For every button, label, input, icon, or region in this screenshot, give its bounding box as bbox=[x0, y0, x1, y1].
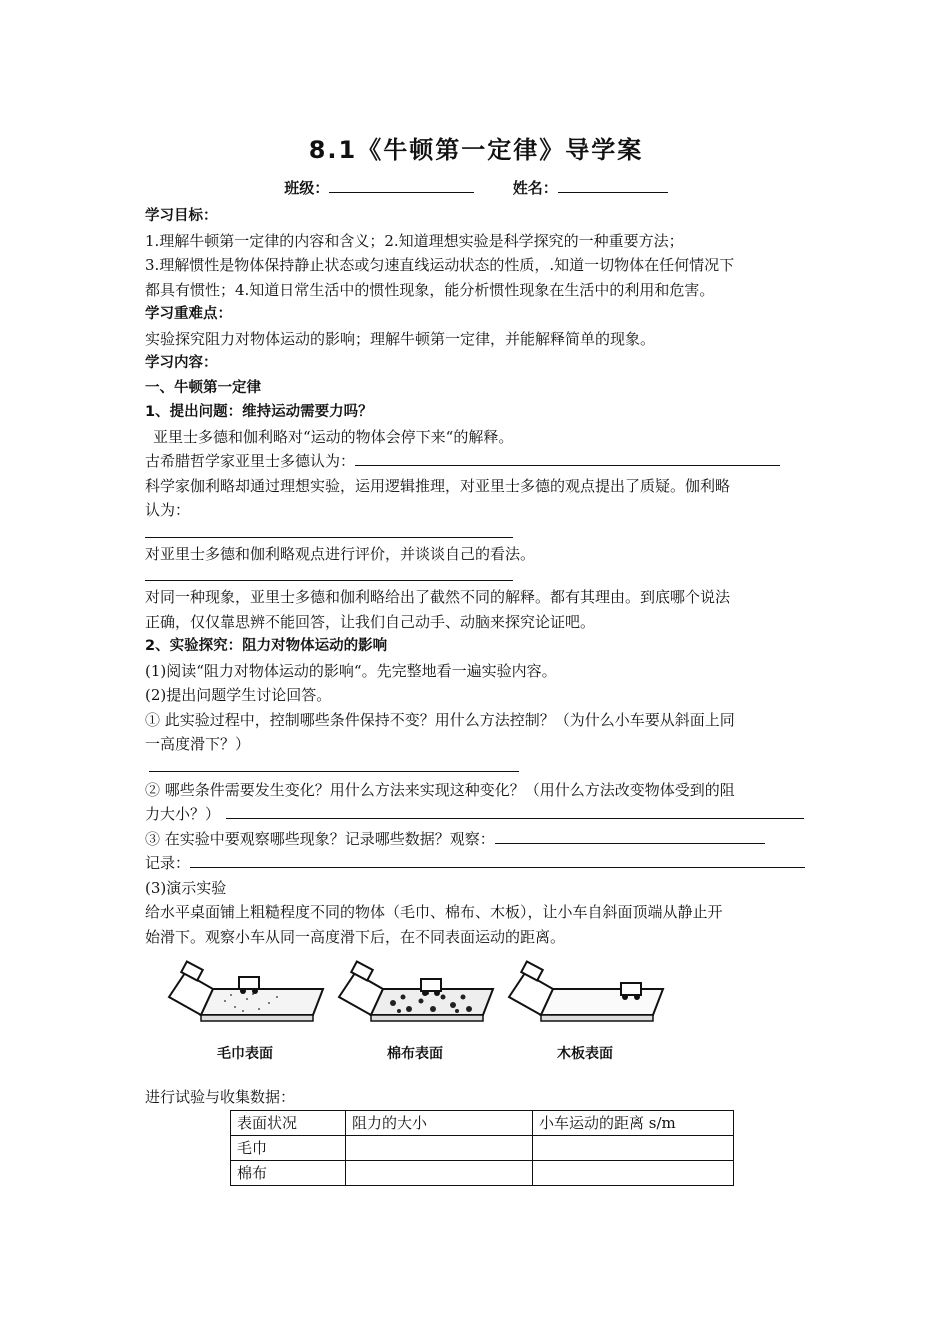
aristotle-label: 古希腊哲学家亚里士多德认为： bbox=[145, 452, 356, 470]
step-3: (3)演示实验 bbox=[145, 878, 227, 897]
table-cell[interactable] bbox=[346, 1160, 533, 1185]
page-title: 8.1《牛顿第一定律》导学案 bbox=[308, 136, 644, 164]
table-cell[interactable] bbox=[346, 1135, 533, 1160]
difficulty-heading: 学习重难点： bbox=[145, 306, 232, 322]
evaluate-answer-blank[interactable] bbox=[145, 566, 513, 581]
observe-answer-blank[interactable] bbox=[495, 827, 765, 844]
data-table bbox=[230, 1110, 734, 1186]
record-label: 记录： bbox=[145, 854, 191, 872]
table-cell: 毛巾 bbox=[231, 1135, 346, 1160]
galileo-label: 认为： bbox=[145, 501, 191, 519]
question-1-heading: 1、提出问题：维持运动需要力吗？ bbox=[145, 404, 373, 420]
table-cell[interactable] bbox=[533, 1135, 734, 1160]
discussion-line-2: 正确，仅仅靠思辨不能回答，让我们自己动手、动脑来探究论证吧。 bbox=[145, 612, 596, 631]
question-control-2: 一高度滑下？） bbox=[145, 735, 251, 753]
change-answer-blank[interactable] bbox=[226, 802, 804, 819]
change-label: 力大小？） bbox=[145, 805, 221, 823]
towel-surface-illustration bbox=[165, 959, 325, 1039]
cotton-surface-illustration bbox=[335, 959, 495, 1039]
question-control-1: ① 此实验过程中，控制哪些条件保持不变？用什么方法控制？（为什么小车要从斜面上同 bbox=[145, 710, 735, 729]
aristotle-answer-blank[interactable] bbox=[355, 449, 780, 466]
wood-surface-panel bbox=[505, 959, 665, 1063]
cotton-surface-panel bbox=[335, 959, 495, 1063]
cotton-surface-caption: 棉布表面 bbox=[387, 1046, 443, 1062]
name-blank[interactable] bbox=[558, 178, 668, 193]
question-change-2 bbox=[145, 802, 807, 827]
data-table-intro: 进行试验与收集数据： bbox=[145, 1088, 296, 1106]
table-header-cell: 表面状况 bbox=[231, 1110, 346, 1135]
table-cell[interactable] bbox=[533, 1160, 734, 1185]
question-change-1: ② 哪些条件需要发生变化？用什么方法来实现这种变化？（用什么方法改变物体受到的阻 bbox=[145, 780, 735, 799]
demo-line-1: 给水平桌面铺上粗糙程度不同的物体（毛巾、棉布、木板），让小车自斜面顶端从静止开 bbox=[145, 903, 723, 921]
difficulty-text: 实验探究阻力对物体运动的影响；理解牛顿第一定律，并能解释简单的现象。 bbox=[145, 329, 656, 348]
step-2: (2)提出问题学生讨论回答。 bbox=[145, 686, 332, 704]
observe-label: ③ 在实验中要观察哪些现象？记录哪些数据？观察： bbox=[145, 829, 495, 848]
record-answer-blank[interactable] bbox=[190, 851, 805, 868]
content-heading: 学习内容： bbox=[145, 355, 218, 371]
class-label: 班级： bbox=[284, 179, 330, 197]
record-line bbox=[145, 851, 807, 876]
wood-surface-illustration bbox=[505, 959, 665, 1039]
table-row bbox=[231, 1135, 734, 1160]
section-1-heading: 一、牛顿第一定律 bbox=[145, 379, 261, 396]
objective-line-3: 都具有惯性；4.知道日常生活中的惯性现象，能分析惯性现象在生活中的利用和危害。 bbox=[145, 280, 715, 299]
discussion-line-1: 对同一种现象，亚里士多德和伽利略给出了截然不同的解释。都有其理由。到底哪个说法 bbox=[145, 588, 731, 606]
name-label: 姓名： bbox=[512, 179, 558, 197]
q1-intro: 亚里士多德和伽利略对“运动的物体会停下来“的解释。 bbox=[153, 427, 514, 446]
towel-surface-panel bbox=[165, 959, 325, 1063]
objectives-heading: 学习目标： bbox=[145, 208, 218, 224]
experiment-figure bbox=[165, 959, 807, 1063]
control-answer-blank[interactable] bbox=[149, 757, 519, 772]
aristotle-line bbox=[145, 449, 807, 474]
table-header-row bbox=[231, 1110, 734, 1135]
wood-surface-caption: 木板表面 bbox=[557, 1046, 613, 1062]
towel-surface-caption: 毛巾表面 bbox=[217, 1046, 273, 1062]
student-info-line bbox=[145, 177, 807, 198]
table-cell: 棉布 bbox=[231, 1160, 346, 1185]
demo-line-2: 始滑下。观察小车从同一高度滑下后，在不同表面运动的距离。 bbox=[145, 927, 566, 946]
galileo-answer-blank[interactable] bbox=[145, 523, 513, 538]
objective-line-1: 1.理解牛顿第一定律的内容和含义；2.知道理想实验是科学探究的一种重要方法； bbox=[145, 231, 684, 250]
question-observe bbox=[145, 827, 807, 852]
evaluate-line: 对亚里士多德和伽利略观点进行评价，并谈谈自己的看法。 bbox=[145, 544, 536, 563]
step-1: (1)阅读“阻力对物体运动的影响“。先完整地看一遍实验内容。 bbox=[145, 661, 557, 680]
class-blank[interactable] bbox=[329, 178, 474, 193]
objective-line-2: 3.理解惯性是物体保持静止状态或匀速直线运动状态的性质，.知道一切物体在任何情况下 bbox=[145, 256, 735, 274]
galileo-line: 科学家伽利略却通过理想实验，运用逻辑推理，对亚里士多德的观点提出了质疑。伽利略 bbox=[145, 476, 731, 495]
table-header-cell: 阻力的大小 bbox=[346, 1110, 533, 1135]
table-row bbox=[231, 1160, 734, 1185]
question-2-heading: 2、实验探究：阻力对物体运动的影响 bbox=[145, 638, 388, 654]
worksheet-page bbox=[145, 130, 807, 1186]
table-header-cell: 小车运动的距离 s/m bbox=[533, 1110, 734, 1135]
